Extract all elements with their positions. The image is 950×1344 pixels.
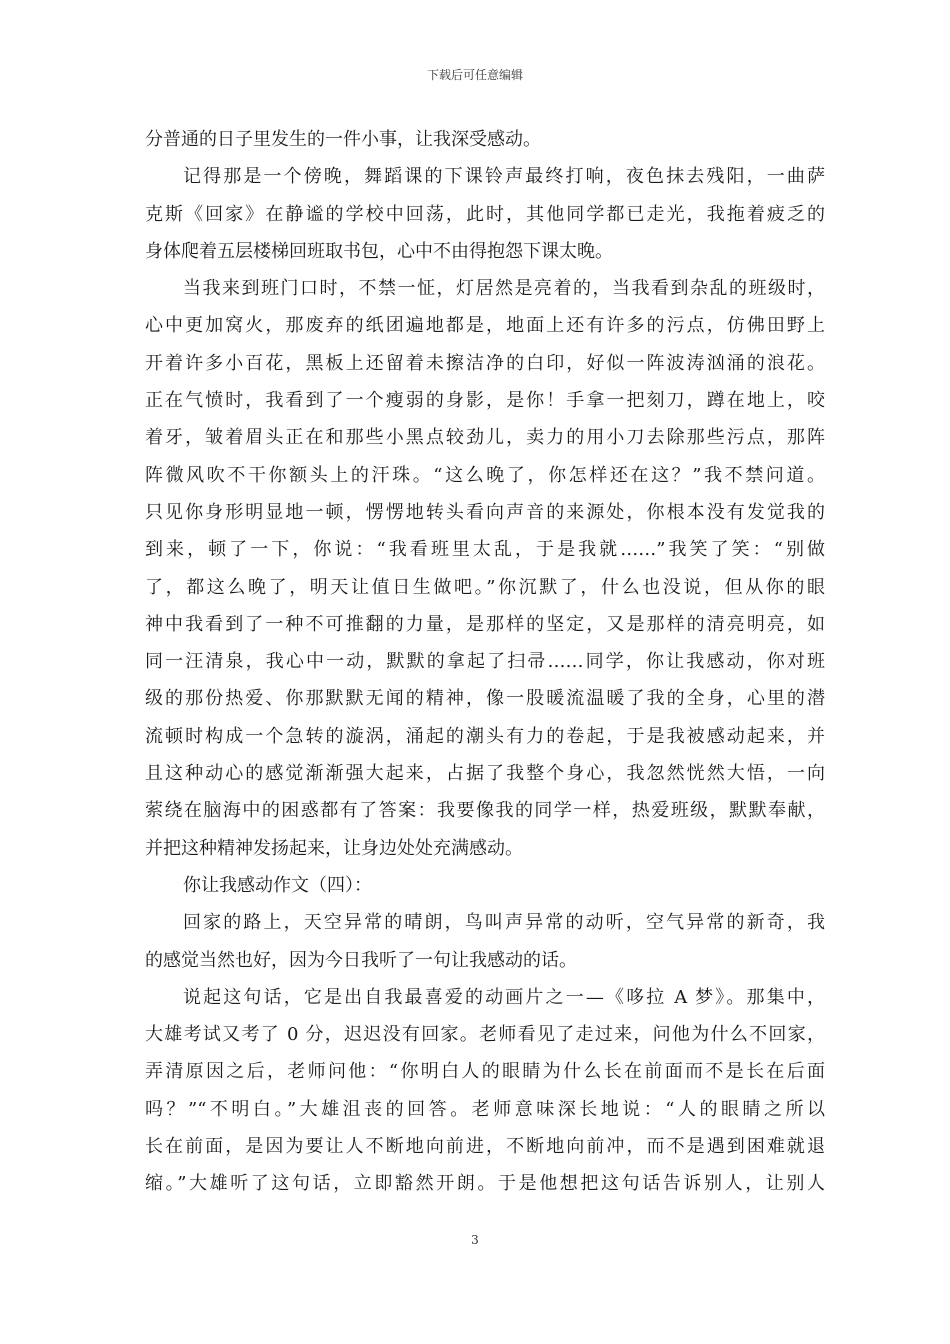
text-line: 着牙，皱着眉头正在和那些小黑点较劲儿，卖力的用小刀去除那些污点，那阵 [145, 427, 825, 449]
paragraph-first-line: 记得那是一个傍晚，舞蹈课的下课铃声最终打响，夜色抹去残阳，一曲萨 [183, 166, 825, 188]
text-line: 到来，顿了一下，你说：“我看班里太乱，于是我就……”我笑了笑：“别做 [145, 539, 825, 561]
text-line: 并把这种精神发扬起来，让身边处处充满感动。 [145, 837, 523, 859]
text-line: 心中更加窝火，那废弃的纸团遍地都是，地面上还有许多的污点，仿佛田野上 [145, 315, 825, 337]
text-line: 萦绕在脑海中的困惑都有了答案：我要像我的同学一样，热爱班级，默默奉献， [145, 800, 825, 822]
text-line: 的感觉当然也好，因为今日我听了一句让我感动的话。 [145, 949, 577, 971]
text-line: 神中我看到了一种不可推翻的力量，是那样的坚定，又是那样的清亮明亮，如 [145, 613, 825, 635]
text-line: 且这种动心的感觉渐渐强大起来，占据了我整个身心，我忽然恍然大悟，一向 [145, 763, 825, 785]
section-heading: 你让我感动作文（四）： [183, 874, 372, 896]
paragraph-first-line: 当我来到班门口时，不禁一怔，灯居然是亮着的，当我看到杂乱的班级时， [183, 278, 825, 300]
text-line: 缩。”大雄听了这句话，立即豁然开朗。于是他想把这句话告诉别人，让别人 [145, 1173, 825, 1195]
text-line: 分普通的日子里发生的一件小事，让我深受感动。 [145, 129, 541, 150]
text-line: 了，都这么晚了，明天让值日生做吧。”你沉默了，什么也没说，但从你的眼 [145, 576, 825, 598]
text-line: 吗？”“不明白。”大雄沮丧的回答。老师意味深长地说：“人的眼睛之所以 [145, 1098, 825, 1120]
text-line: 级的那份热爱、你那默默无闻的精神，像一股暖流温暖了我的全身，心里的潜 [145, 688, 825, 710]
page-number: 3 [471, 1233, 479, 1247]
paragraph-first-line: 说起这句话，它是出自我最喜爱的动画片之一—《哆拉 A 梦》。那集中， [183, 986, 825, 1008]
text-line: 身体爬着五层楼梯回班取书包，心中不由得抱怨下课太晚。 [145, 240, 613, 262]
document-body [145, 121, 825, 1203]
text-line: 只见你身形明显地一顿，愣愣地转头看向声音的来源处，你根本没有发觉我的 [145, 501, 825, 523]
text-line: 长在前面，是因为要让人不断地向前进，不断地向前冲，而不是遇到困难就退 [145, 1136, 825, 1158]
text-line: 正在气愤时，我看到了一个瘦弱的身影，是你！手拿一把刻刀，蹲在地上，咬 [145, 390, 825, 412]
text-line: 流顿时构成一个急转的漩涡，涌起的潮头有力的卷起，于是我被感动起来，并 [145, 725, 825, 747]
text-line: 开着许多小百花，黑板上还留着未擦洁净的白印，好似一阵波涛汹涌的浪花。 [145, 352, 825, 374]
text-line: 大雄考试又考了 0 分，迟迟没有回家。老师看见了走过来，问他为什么不回家， [145, 1024, 825, 1046]
text-line: 弄清原因之后，老师问他：“你明白人的眼睛为什么长在前面而不是长在后面 [145, 1061, 825, 1083]
text-line: 克斯《回家》在静谧的学校中回荡，此时，其他同学都已走光，我拖着疲乏的 [145, 203, 825, 225]
paragraph-first-line: 回家的路上，天空异常的晴朗，鸟叫声异常的动听，空气异常的新奇，我 [183, 912, 825, 934]
text-line: 阵微风吹不干你额头上的汗珠。“这么晚了，你怎样还在这？”我不禁问道。 [145, 464, 825, 486]
text-line: 同一汪清泉，我心中一动，默默的拿起了扫帚……同学，你让我感动，你对班 [145, 651, 825, 673]
page-header: 下载后可任意编辑 [426, 68, 523, 82]
